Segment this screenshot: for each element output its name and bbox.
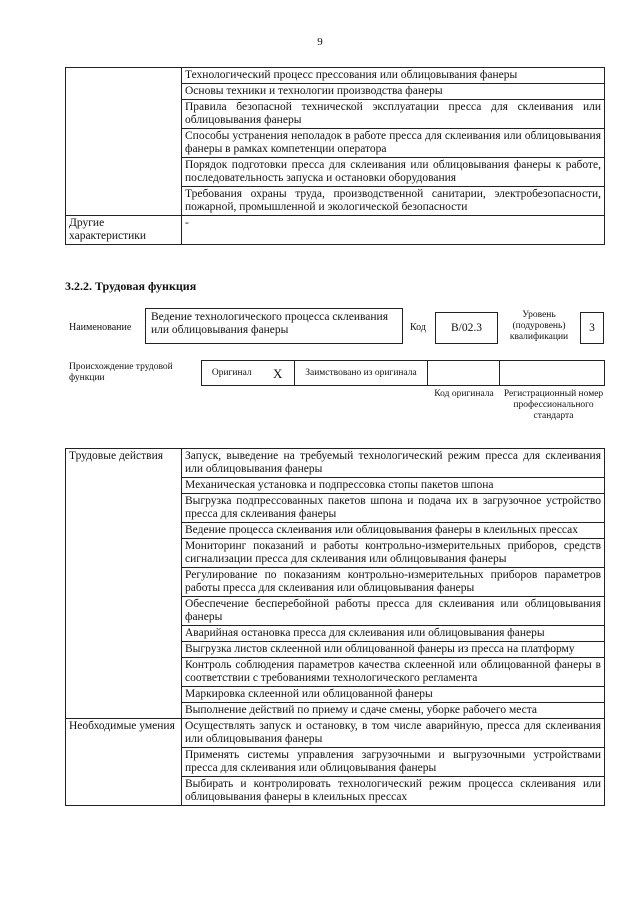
table-cell: Правила безопасной технической эксплуатации пресса для склеивания или облицовывания фанеры (182, 100, 605, 129)
registration-caption: Регистрационный номер профессионального стандарта (503, 389, 604, 421)
original-mark: X (262, 361, 295, 386)
table-row (202, 361, 605, 386)
table-cell: Обеспечение бесперебойной работы пресса для склеивания или облицовывания фанеры (182, 597, 605, 626)
table-cell: Контроль соблюдения параметров качества склеенной или облицованной фанеры в соответствии с требованиями технологического регламента (182, 658, 605, 687)
table-cell: Мониторинг показаний и работы контрольно-измерительных приборов, средств сигнализации пресса для склеивания или облицовывания фанеры (182, 539, 605, 568)
table-row (66, 68, 605, 84)
code-label: Код (410, 322, 426, 333)
level-box (580, 312, 604, 344)
original-label: Оригинал (202, 361, 262, 386)
code-box (435, 312, 498, 344)
table-cell: Способы устранения неполадок в работе пресса для склеивания или облицовывания фанеры в рамках компетенции оператора (182, 129, 605, 158)
table-cell: Запуск, выведение на требуемый технологический режим пресса для склеивания или облицовывания фанеры (182, 449, 605, 478)
function-name-value: Ведение технологического процесса склеивания или облицовывания фанеры (151, 311, 388, 336)
table-cell: Осуществлять запуск и остановку, в том числе аварийную, пресса для склеивания или облицовывания фанеры (182, 719, 605, 748)
table-row (66, 449, 605, 478)
table-cell: Выбирать и контролировать технологический режим процесса склеивания или облицовывания фанеры в клеильных прессах (182, 777, 605, 806)
table-row (66, 719, 605, 748)
table-cell: Технологический процесс прессования или облицовывания фанеры (182, 68, 605, 84)
registration-number-cell (500, 361, 605, 386)
table-cell: Основы техники и технологии производства фанеры (182, 84, 605, 100)
table-cell: Аварийная остановка пресса для склеивания или облицовывания фанеры (182, 626, 605, 642)
borrowed-label: Заимствовано из оригинала (295, 361, 428, 386)
origin-label: Происхождение трудовой функции (69, 362, 173, 383)
name-label: Наименование (69, 322, 132, 333)
required-skills-label: Необходимые умения (66, 719, 182, 806)
table-cell: Требования охраны труда, производственной санитарии, электробезопасности, пожарной, промышленной и экологической безопасности (182, 187, 605, 216)
code-caption: Код оригинала (434, 389, 494, 399)
table-cell: Применять системы управления загрузочными и выгрузочными устройствами пресса для склеивания или облицовывания фанеры (182, 748, 605, 777)
table-cell: Выполнение действий по приему и сдаче смены, уборке рабочего места (182, 703, 605, 719)
labor-actions-table (65, 448, 605, 806)
table-cell: Механическая установка и подпрессовка стопы пакетов шпона (182, 478, 605, 494)
table-cell: Выгрузка листов склеенной или облицованной фанеры из пресса на платформу (182, 642, 605, 658)
other-characteristics-value: - (182, 216, 605, 245)
origin-table (201, 360, 605, 386)
labor-actions-label: Трудовые действия (66, 449, 182, 719)
function-name-box (145, 308, 403, 344)
section-title: 3.2.2. Трудовая функция (65, 279, 197, 293)
table-cell: Порядок подготовки пресса для склеивания или облицовывания фанеры к работе, последовательность запуска и остановки оборудования (182, 158, 605, 187)
table-cell: Выгрузка подпрессованных пакетов шпона и подача их в загрузочное устройство пресса для склеивания фанеры (182, 494, 605, 523)
level-label: Уровень (подуровень) квалификации (509, 310, 569, 342)
knowledge-table (65, 67, 605, 245)
original-code-cell (428, 361, 500, 386)
table-row (66, 216, 605, 245)
table-cell: Маркировка склеенной или облицованной фанеры (182, 687, 605, 703)
page-number: 9 (317, 36, 323, 48)
other-characteristics-label: Другие характеристики (66, 216, 182, 245)
level-value: 3 (589, 322, 595, 334)
table-cell-label-empty (66, 68, 182, 216)
code-value: B/02.3 (451, 322, 482, 334)
table-cell: Регулирование по показаниям контрольно-измерительных приборов параметров работы пресса для склеивания или облицовывания фанеры (182, 568, 605, 597)
table-cell: Ведение процесса склеивания или облицовывания фанеры в клеильных прессах (182, 523, 605, 539)
